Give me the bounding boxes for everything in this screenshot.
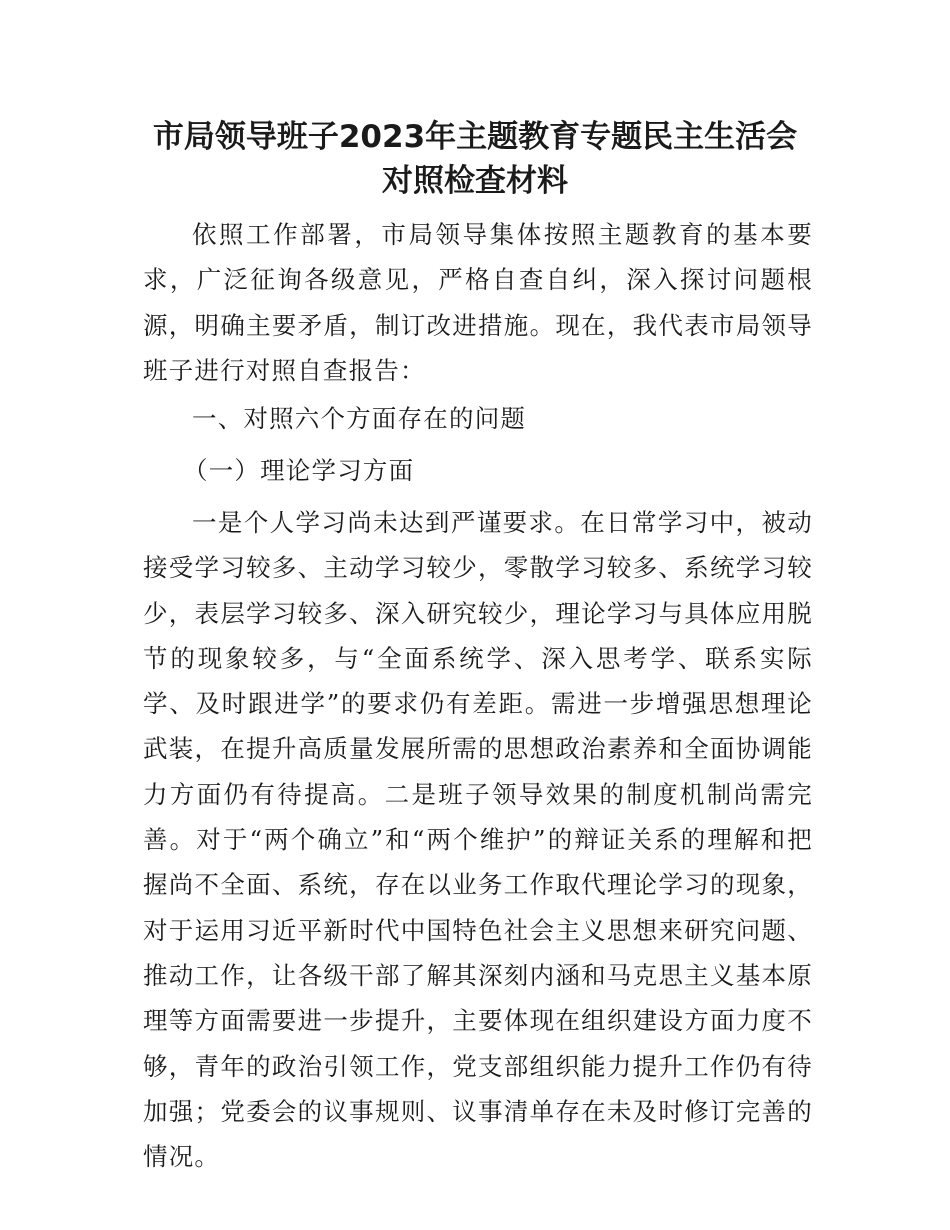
document-title-line-2: 对照检查材料 <box>382 163 568 199</box>
intro-paragraph: 依照工作部署，市局领导集体按照主题教育的基本要求，广泛征询各级意见，严格自查自纠，深入探讨问题根源，明确主要矛盾，制订改进措施。现在，我代表市局领导班子进行对照自查报告： <box>143 220 813 385</box>
subsection-heading: （一）理论学习方面 <box>183 456 415 485</box>
body-paragraph: 一是个人学习尚未达到严谨要求。在日常学习中，被动接受学习较多、主动学习较少，零散学习较多、系统学习较少，表层学习较多、深入研究较少，理论学习与具体应用脱节的现象较多，与“全面系统学、深入思考学、联系实际学、及时跟进学”的要求仍有差距。需进一步增强思想理论武装，在提升高质量发展所需的思想政治素养和全面协调能力方面仍有待提高。二是班子领导效果的制度机制尚需完善。对于“两个确立”和“两个维护”的辩证关系的理解和把握尚不全面、系统，存在以业务工作取代理论学习的现象，对于运用习近平新时代中国特色社会主义思想来研究问题、推动工作，让各级干部了解其深刻内涵和马克思主义基本原理等方面需要进一步提升，主要体现在组织建设方面力度不够，青年的政治引领工作，党支部组织能力提升工作仍有待加强；党委会的议事规则、议事清单存在未及时修订完善的情况。 <box>143 508 813 1172</box>
document-title-line-1: 市局领导班子2023年主题教育专题民主生活会 <box>152 119 798 155</box>
section-heading: 一、对照六个方面存在的问题 <box>192 404 527 433</box>
